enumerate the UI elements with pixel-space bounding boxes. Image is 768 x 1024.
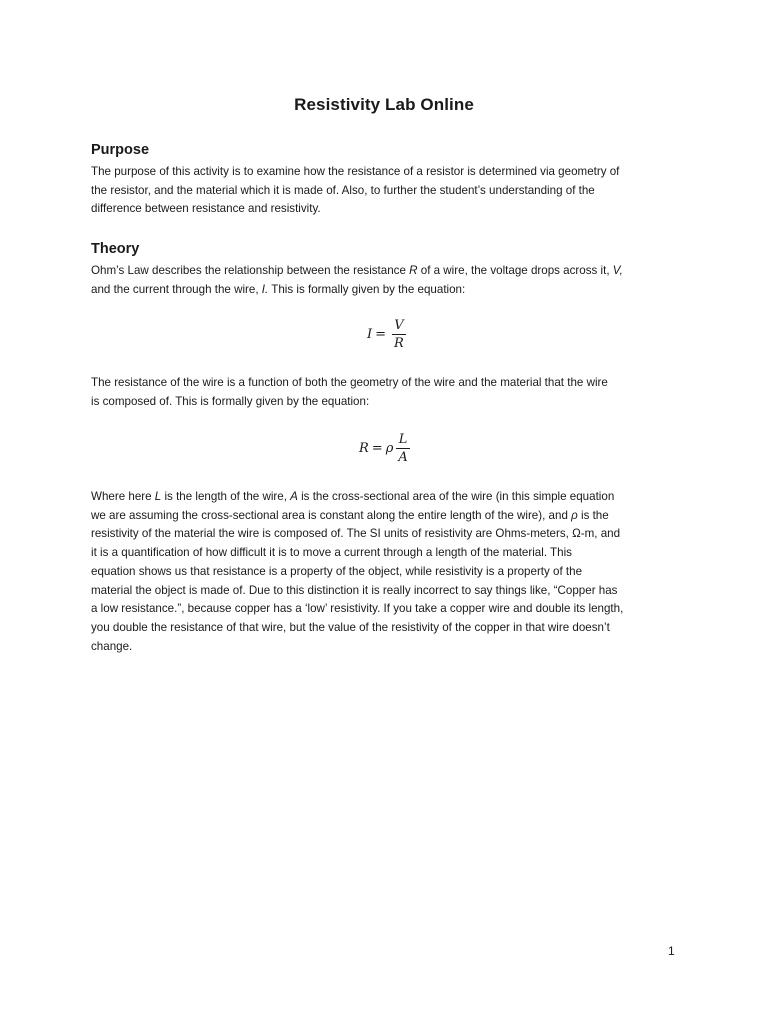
fraction-denominator: A (398, 450, 408, 465)
page-title: Resistivity Lab Online (294, 95, 474, 114)
theory-explanation-line: material the object is made of. Due to this distinction it is really incorrect to say things like, “Copper has (91, 583, 618, 597)
variable-a: A (290, 490, 298, 503)
theory-explanation-paragraph (91, 488, 681, 656)
theory-intro-line (91, 281, 681, 300)
purpose-line: the resistor, and the material which it is made of. Also, to further the student’s understanding of the (91, 183, 595, 197)
equation-lhs: R (359, 441, 369, 456)
text-run: we are assuming the cross-sectional area is constant along the entire length of the wire), and (91, 508, 572, 522)
theory-intro-line (91, 262, 681, 281)
variable-l: L (154, 490, 162, 503)
text-run: Ohm’s Law describes the relationship between the resistance (91, 264, 410, 277)
theory-explanation-line: equation shows us that resistance is a property of the object, while resistivity is a property of the (91, 564, 583, 578)
equation-fraction (396, 432, 409, 465)
theory-middle-line: is composed of. This is formally given by the equation: (91, 394, 370, 408)
theory-explanation-line: change. (91, 639, 133, 653)
equals-sign: = (375, 327, 387, 342)
fraction-numerator: V (394, 318, 404, 333)
text-run: Where here (91, 490, 155, 503)
theory-intro-paragraph (91, 262, 681, 299)
rho-symbol: ρ (385, 441, 394, 456)
text-run: is the cross-sectional area of the wire (in this simple equation (297, 490, 615, 503)
fraction-denominator: R (394, 336, 404, 351)
text-run: of a wire, the voltage drops across it, (417, 264, 613, 277)
theory-explanation-line: you double the resistance of that wire, but the value of the resistivity of the copper in that wire doesn’t (91, 620, 610, 634)
theory-explanation-line: a low resistance.”, because copper has a ‘low’ resistivity. If you take a copper wire and double its length, (91, 602, 624, 616)
text-run: is the (577, 508, 609, 522)
fraction-numerator: L (398, 432, 408, 447)
purpose-paragraph (91, 163, 681, 219)
theory-heading: Theory (91, 241, 140, 257)
variable-rho: ρ (571, 508, 578, 522)
theory-explanation-line: it is a quantification of how difficult it is to move a current through a length of the material. This (91, 546, 572, 560)
text-run: This is formally given by the equation: (268, 282, 466, 296)
purpose-line: The purpose of this activity is to examine how the resistance of a resistor is determined via geometry of (91, 165, 620, 178)
text-run: and the current through the wire, (91, 282, 262, 296)
equation-lhs: I (367, 327, 373, 342)
theory-explanation-line: resistivity of the material the wire is composed of. The SI units of resistivity are Ohms-meters, Ω-m, and (91, 527, 621, 541)
equation-fraction (392, 318, 406, 351)
variable-i: I. (261, 282, 269, 296)
text-run: is the length of the wire, (161, 490, 291, 503)
theory-explanation-line (91, 488, 681, 507)
variable-r: R (409, 264, 418, 277)
purpose-line: difference between resistance and resistivity. (91, 202, 321, 216)
theory-middle-line: The resistance of the wire is a function of both the geometry of the wire and the material that the wire (91, 376, 608, 389)
resistivity-equation (359, 432, 410, 465)
theory-explanation-line (91, 507, 681, 526)
page-number: 1 (668, 944, 675, 958)
equals-sign: = (371, 441, 383, 456)
theory-middle-paragraph (91, 374, 681, 411)
purpose-heading: Purpose (91, 142, 150, 158)
variable-v: V, (612, 264, 623, 277)
ohms-law-equation (367, 318, 406, 351)
